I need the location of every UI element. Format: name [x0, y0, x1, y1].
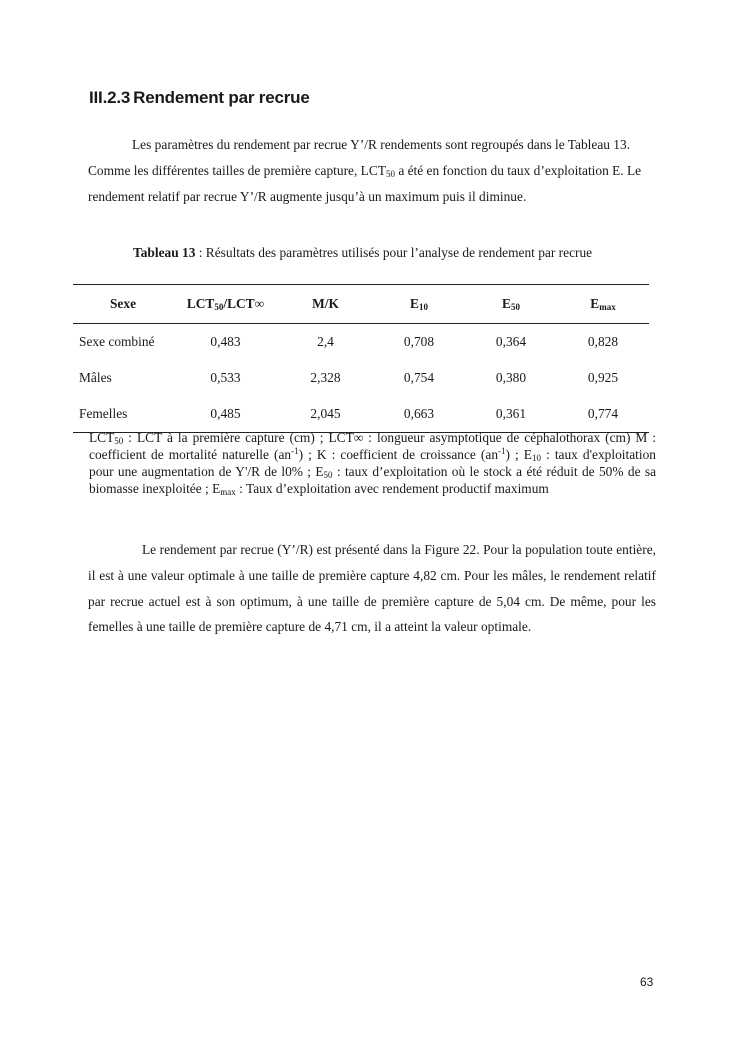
- cell-sexe: Sexe combiné: [79, 334, 155, 349]
- cell-e50: 0,364: [495, 334, 527, 349]
- cell-sexe: Femelles: [73, 396, 173, 433]
- cell-e10: 0,708: [403, 334, 435, 349]
- cell-mk: 2,045: [278, 396, 373, 433]
- cell-lct: 0,533: [210, 370, 241, 385]
- cell-e10: 0,754: [403, 370, 435, 385]
- intro-text-b: a été en fonction du taux d’exploitation E. Le rendement relatif par recrue Y’/R augmente jusqu’à un maximum puis il diminue.: [88, 163, 642, 204]
- section-heading: [89, 88, 310, 108]
- cell-lct: 0,485: [173, 396, 278, 433]
- cell-emax: 0,774: [557, 396, 649, 433]
- results-paragraph: Le rendement par recrue (Y’/R) est présenté dans la Figure 22. Pour la population toute entière, il est à une valeur optimale à une taille de première capture 4,82 cm. Pour les mâles, le rendement relatif par recrue actuel est à son optimum, à une taille de première capture de 5,04 cm. De même, pour les femelles à une taille de première capture de 4,71 cm, il a atteint la valeur optimale.: [88, 542, 656, 635]
- header-mk: M/K: [278, 285, 373, 324]
- cell-emax: 0,828: [587, 334, 619, 349]
- table-row: [73, 360, 649, 396]
- cell-emax: 0,925: [587, 370, 619, 385]
- header-e50: $E_{50}$: [465, 285, 557, 324]
- page-number: 63: [640, 975, 654, 989]
- caption-label: Tableau 13: [133, 245, 196, 260]
- header-emax: $E_{max}$: [557, 285, 649, 324]
- cell-sexe: Mâles: [79, 370, 112, 385]
- table-caption: [133, 245, 592, 261]
- cell-e10: 0,663: [373, 396, 465, 433]
- cell-mk: 2,328: [310, 370, 341, 385]
- cell-mk: 2,4: [317, 334, 334, 349]
- caption-text: : Résultats des paramètres utilisés pour l’analyse de rendement par recrue: [195, 245, 593, 260]
- cell-e50: 0,380: [495, 370, 527, 385]
- results-table: [73, 284, 649, 433]
- section-title: Rendement par recrue: [133, 88, 310, 107]
- table-header-row: [73, 285, 649, 324]
- intro-text-a: Les paramètres du rendement par recrue Y’/R rendements sont regroupés dans le Tableau 13. Comme les différentes tailles de première capture, LCT: [88, 137, 631, 178]
- cell-e50: 0,361: [465, 396, 557, 433]
- intro-subscript: 50: [385, 169, 395, 179]
- table-row: [73, 324, 649, 361]
- table-footnote: $LCT_{50}$ : LCT à la première capture (cm) ; LCT∞ : longueur asymptotique de céphalothorax (cm) M : coefficient de mortalité naturelle $(an^{-1})$ ; K : coefficient de croissance $(an^{-1})$ ; $E_{10}$ : taux d'exploitation pour une augmentation de Y'/R de l0% ; $E_{50}$ : taux d’exploitation où le stock a été réduit de 50% de sa biomasse inexploitée ; $E_{max}$ : Taux d’exploitation avec rendement productif maximum: [89, 430, 657, 497]
- header-e10: $E_{10}$: [373, 285, 465, 324]
- table-row: [73, 396, 649, 433]
- cell-lct: 0,483: [210, 334, 241, 349]
- section-number: III.2.3: [89, 88, 131, 107]
- header-lct: $LCT_{50}/LCT\infty$: [173, 285, 278, 324]
- header-sexe: Sexe: [73, 285, 173, 324]
- intro-paragraph: [88, 132, 656, 210]
